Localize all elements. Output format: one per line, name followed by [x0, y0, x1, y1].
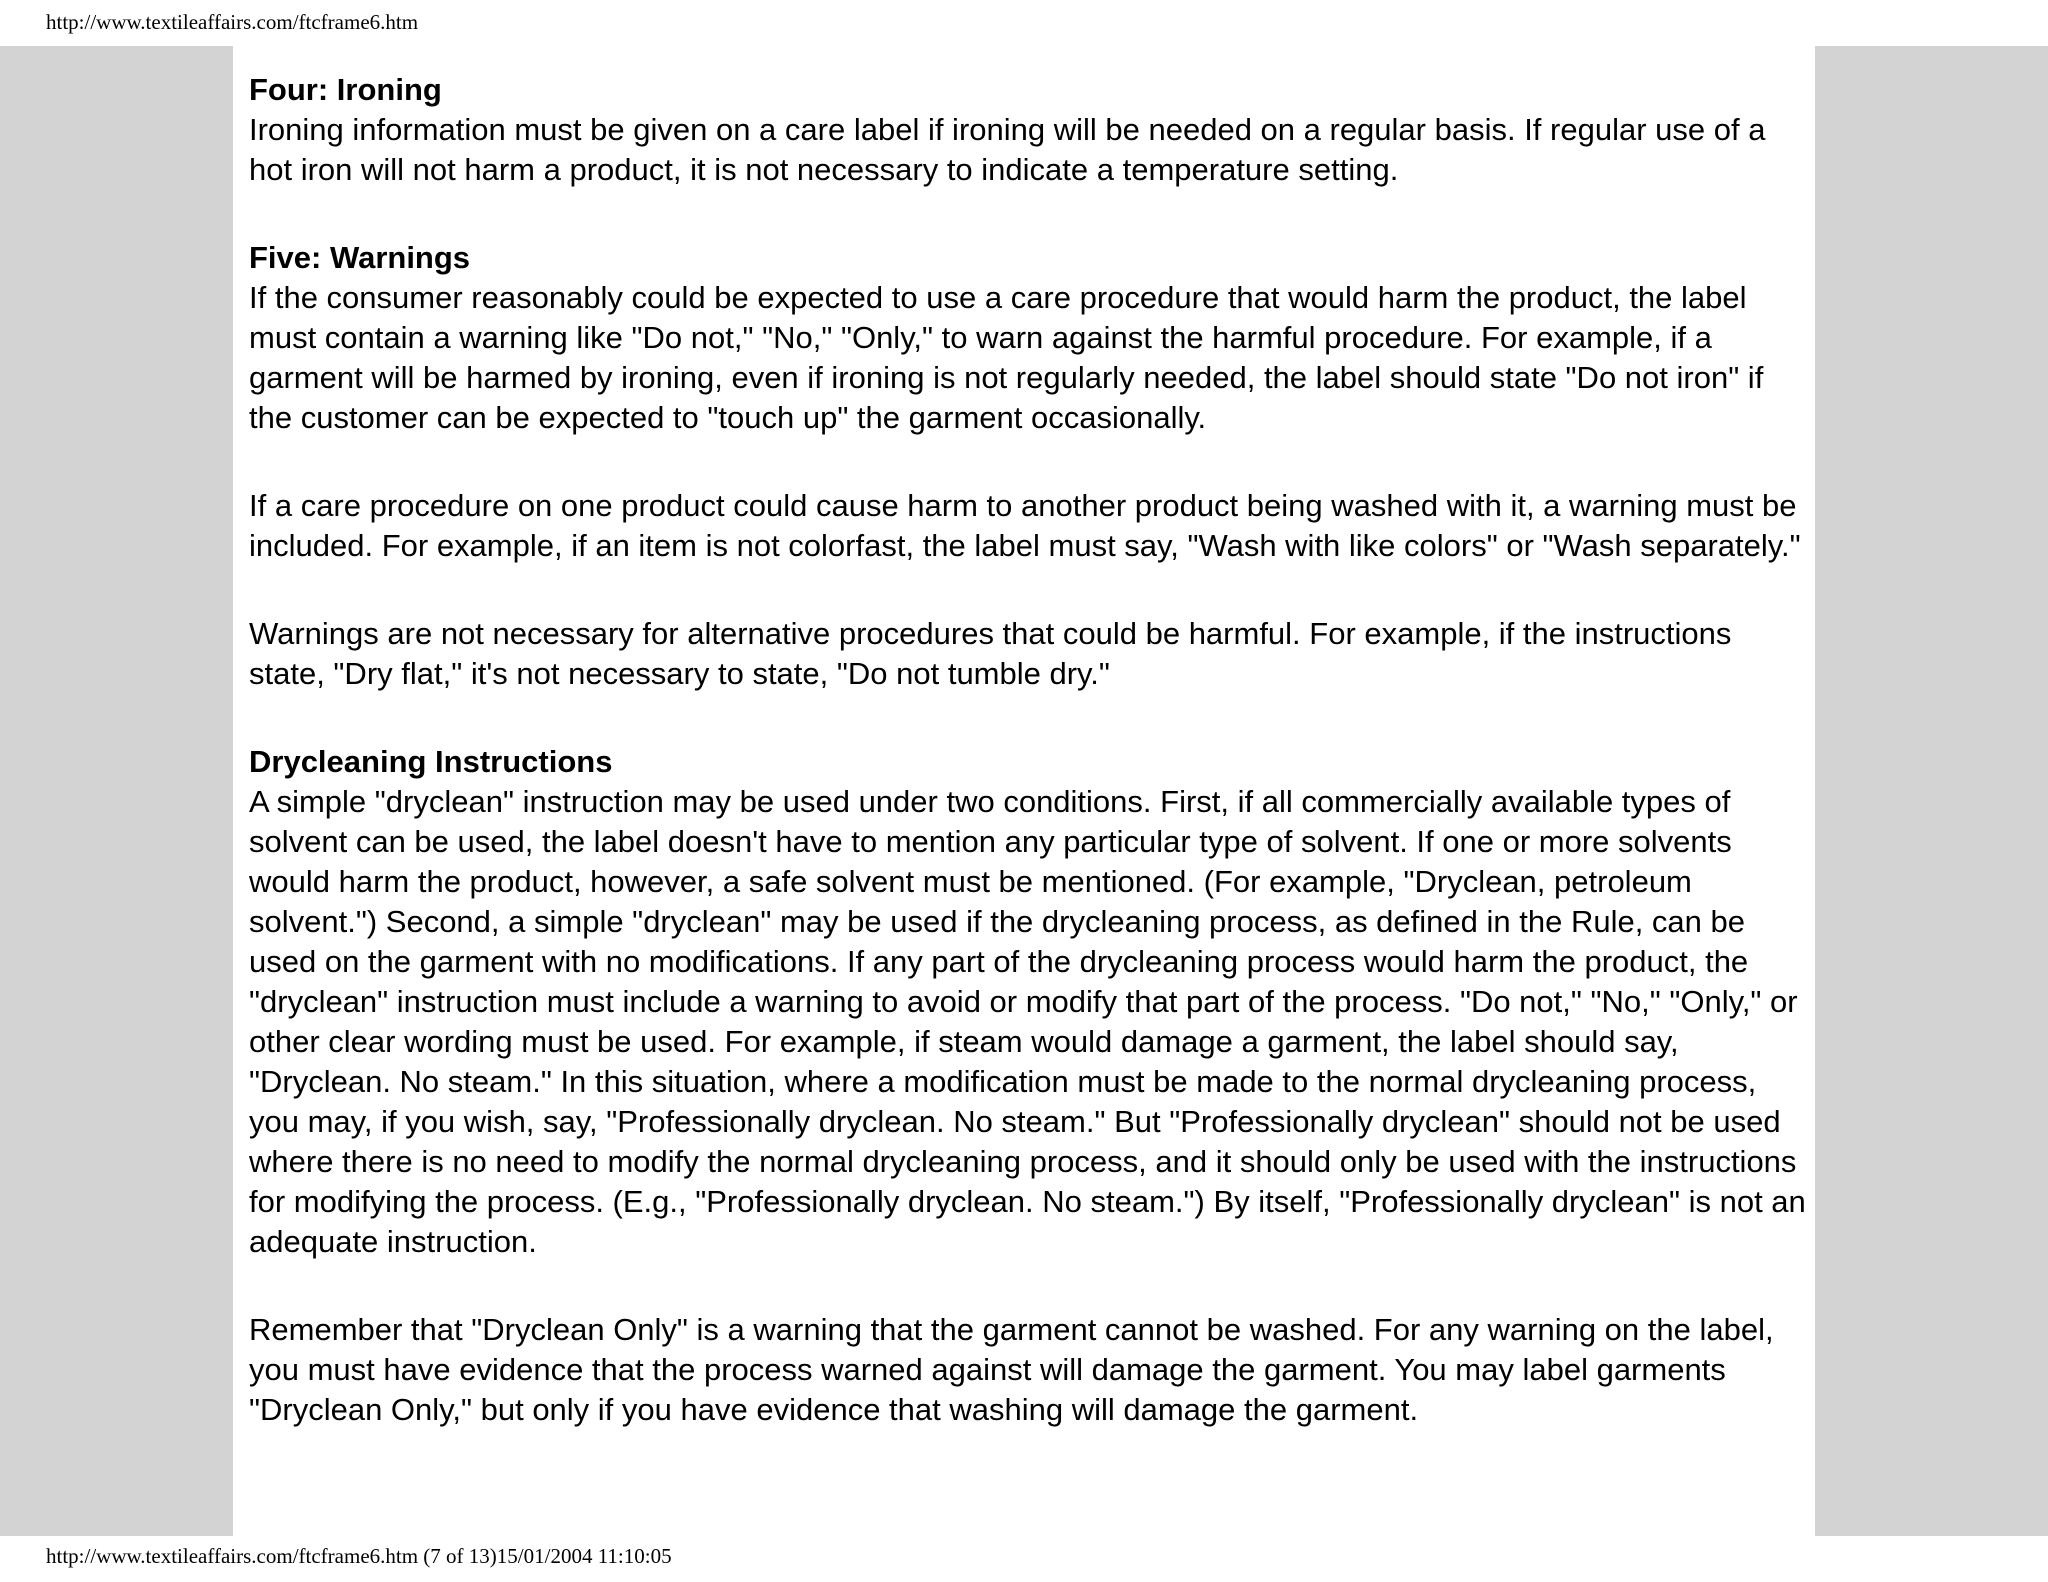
- page-footer-status: http://www.textileaffairs.com/ftcframe6.htm (7 of 13)15/01/2004 11:10:05: [46, 1544, 672, 1568]
- section-drycleaning: [249, 742, 1809, 1430]
- section-ironing: [249, 70, 1809, 190]
- drycleaning-paragraph-1: A simple "dryclean" instruction may be used under two conditions. First, if all commercially available types of solvent can be used, the label doesn't have to mention any particular type of solvent. If one or more solvents would harm the product, however, a safe solvent must be mentioned. (For example, "Dryclean, petroleum solvent.") Second, a simple "dryclean" may be used if the drycleaning process, as defined in the Rule, can be used on the garment with no modifications. If any part of the drycleaning process would harm the product, the "dryclean" instruction must include a warning to avoid or modify that part of the process. "Do not," "No," "Only," or other clear wording must be used. For example, if steam would damage a garment, the label should say, "Dryclean. No steam." In this situation, where a modification must be made to the normal drycleaning process, you may, if you wish, say, "Professionally dryclean. No steam." But "Professionally dryclean" should not be used where there is no need to modify the normal drycleaning process, and it should only be used with the instructions for modifying the process. (E.g., "Professionally dryclean. No steam.") By itself, "Professionally dryclean" is not an adequate instruction.: [249, 784, 1806, 1259]
- warnings-paragraph-2: If a care procedure on one product could cause harm to another product being washed with it, a warning must be included. For example, if an item is not colorfast, the label must say, "Wash with like colors" or "Wash separately.": [249, 488, 1801, 563]
- ironing-paragraph: Ironing information must be given on a care label if ironing will be needed on a regular basis. If regular use of a hot iron will not harm a product, it is not necessary to indicate a temperature setting.: [249, 112, 1766, 187]
- page-url-header: http://www.textileaffairs.com/ftcframe6.htm: [46, 10, 419, 34]
- section-heading-ironing: Four: Ironing: [249, 72, 442, 107]
- section-warnings: [249, 238, 1809, 694]
- document-content: [249, 70, 1809, 1478]
- drycleaning-paragraph-2: Remember that "Dryclean Only" is a warning that the garment cannot be washed. For any warning on the label, you must have evidence that the process warned against will damage the garment. You may label garments "Dryclean Only," but only if you have evidence that washing will damage the garment.: [249, 1312, 1774, 1427]
- section-heading-drycleaning: Drycleaning Instructions: [249, 744, 613, 779]
- warnings-paragraph-1: If the consumer reasonably could be expected to use a care procedure that would harm the product, the label must contain a warning like "Do not," "No," "Only," to warn against the harmful procedure. For example, if a garment will be harmed by ironing, even if ironing is not regularly needed, the label should state "Do not iron" if the customer can be expected to "touch up" the garment occasionally.: [249, 280, 1764, 435]
- section-heading-warnings: Five: Warnings: [249, 240, 471, 275]
- warnings-paragraph-3: Warnings are not necessary for alternative procedures that could be harmful. For example, if the instructions state, "Dry flat," it's not necessary to state, "Do not tumble dry.": [249, 616, 1732, 691]
